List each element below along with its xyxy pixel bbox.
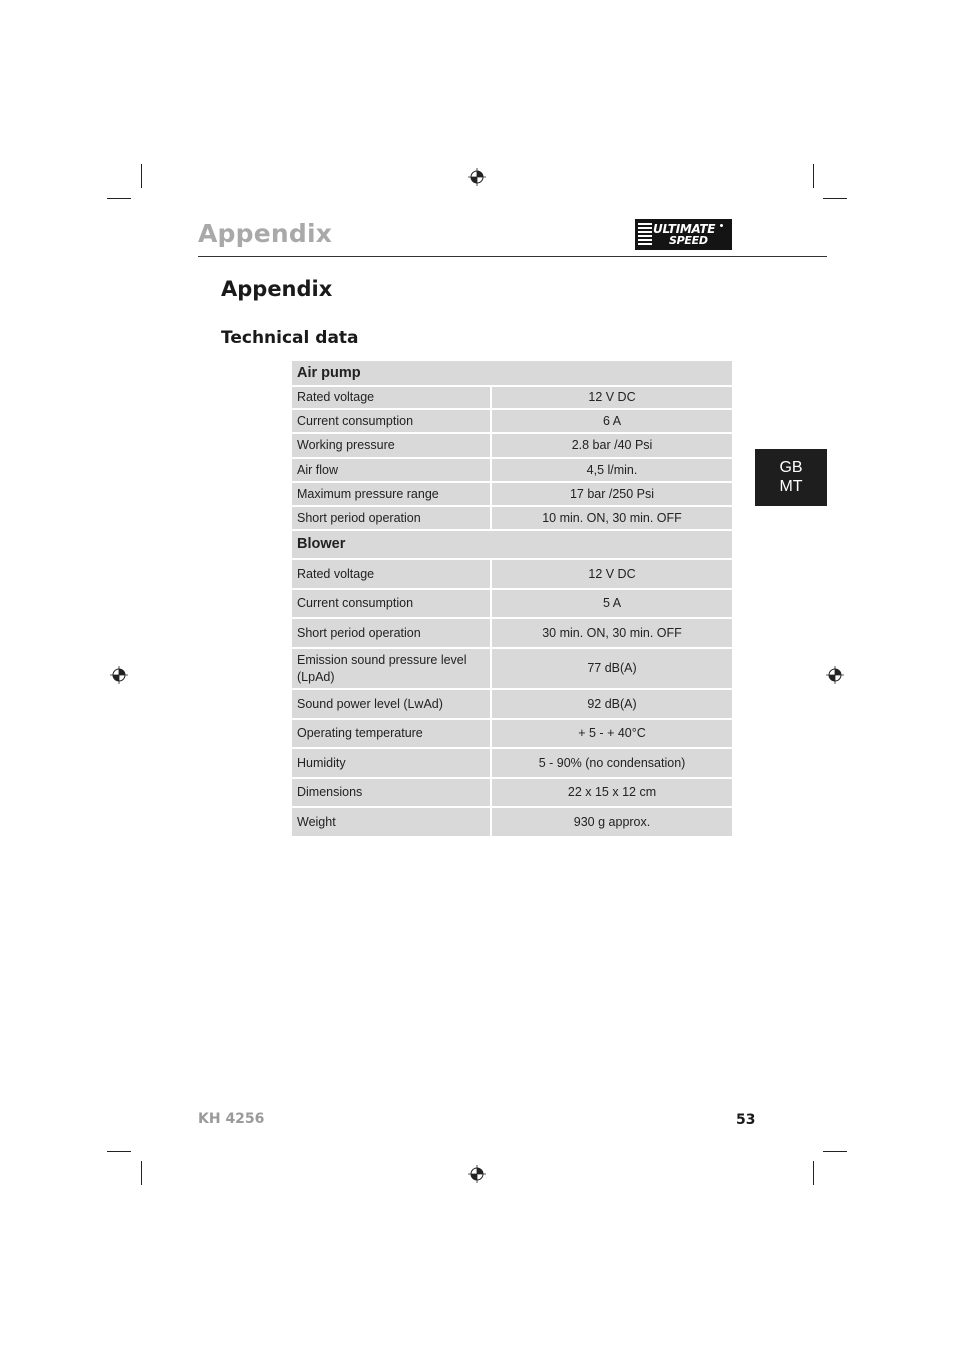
group-heading-air-pump: Air pump bbox=[291, 360, 733, 386]
spec-value: 5 A bbox=[491, 589, 733, 618]
spec-value: 6 A bbox=[491, 409, 733, 433]
crop-mark bbox=[823, 1151, 847, 1152]
language-code-mt: MT bbox=[779, 478, 803, 495]
spec-value: 92 dB(A) bbox=[491, 689, 733, 719]
spec-label: Weight bbox=[291, 807, 491, 837]
table-row bbox=[291, 433, 733, 458]
running-header-title: Appendix bbox=[198, 219, 333, 248]
logo-text-line1: ULTIMATE bbox=[653, 222, 716, 236]
spec-value: 2.8 bar /40 Psi bbox=[491, 433, 733, 458]
table-row bbox=[291, 559, 733, 589]
crop-mark bbox=[107, 1151, 131, 1152]
page-title: Appendix bbox=[221, 277, 333, 301]
logo-dot bbox=[720, 224, 723, 227]
table-row bbox=[291, 807, 733, 837]
language-code-gb: GB bbox=[779, 459, 803, 476]
header-divider bbox=[198, 256, 827, 257]
logo-stripes bbox=[638, 223, 652, 246]
registration-mark-icon bbox=[468, 1165, 486, 1183]
table-row bbox=[291, 589, 733, 618]
spec-label: Rated voltage bbox=[291, 386, 491, 409]
spec-value: 17 bar /250 Psi bbox=[491, 482, 733, 506]
crop-mark bbox=[813, 1161, 814, 1185]
technical-data-table bbox=[290, 359, 734, 838]
table-group-header bbox=[291, 360, 733, 386]
table-row bbox=[291, 618, 733, 648]
table-row bbox=[291, 482, 733, 506]
table-row bbox=[291, 458, 733, 482]
spec-label: Operating temperature bbox=[291, 719, 491, 748]
spec-label: Maximum pressure range bbox=[291, 482, 491, 506]
spec-value: 930 g approx. bbox=[491, 807, 733, 837]
group-heading-blower: Blower bbox=[291, 530, 733, 559]
spec-value: 12 V DC bbox=[491, 559, 733, 589]
spec-value: 12 V DC bbox=[491, 386, 733, 409]
table-row bbox=[291, 386, 733, 409]
spec-value: 22 x 15 x 12 cm bbox=[491, 778, 733, 807]
table-row bbox=[291, 648, 733, 689]
spec-label: Short period operation bbox=[291, 618, 491, 648]
table-row bbox=[291, 719, 733, 748]
crop-mark bbox=[141, 164, 142, 188]
table-row bbox=[291, 778, 733, 807]
spec-label: Current consumption bbox=[291, 589, 491, 618]
spec-label: Rated voltage bbox=[291, 559, 491, 589]
spec-label: Sound power level (LwAd) bbox=[291, 689, 491, 719]
registration-mark-icon bbox=[468, 168, 486, 186]
crop-mark bbox=[107, 198, 131, 199]
spec-label: Working pressure bbox=[291, 433, 491, 458]
table-row bbox=[291, 409, 733, 433]
spec-value: 77 dB(A) bbox=[491, 648, 733, 689]
section-title: Technical data bbox=[221, 328, 359, 348]
spec-label: Short period operation bbox=[291, 506, 491, 530]
spec-value: 30 min. ON, 30 min. OFF bbox=[491, 618, 733, 648]
spec-label: Air flow bbox=[291, 458, 491, 482]
spec-value: + 5 - + 40°C bbox=[491, 719, 733, 748]
brand-logo bbox=[635, 219, 732, 250]
crop-mark bbox=[813, 164, 814, 188]
footer-model-number: KH 4256 bbox=[198, 1111, 265, 1127]
table-row bbox=[291, 506, 733, 530]
crop-mark bbox=[141, 1161, 142, 1185]
page-number: 53 bbox=[736, 1112, 756, 1128]
spec-label: Dimensions bbox=[291, 778, 491, 807]
logo-text-line2: SPEED bbox=[669, 234, 708, 247]
spec-label: Current consumption bbox=[291, 409, 491, 433]
registration-mark-icon bbox=[826, 666, 844, 684]
table-group-header bbox=[291, 530, 733, 559]
language-tab bbox=[755, 449, 827, 506]
spec-value: 4,5 l/min. bbox=[491, 458, 733, 482]
spec-label: Emission sound pressure level (LpAd) bbox=[291, 648, 491, 689]
crop-mark bbox=[823, 198, 847, 199]
spec-value: 5 - 90% (no condensation) bbox=[491, 748, 733, 778]
spec-value: 10 min. ON, 30 min. OFF bbox=[491, 506, 733, 530]
registration-mark-icon bbox=[110, 666, 128, 684]
spec-label: Humidity bbox=[291, 748, 491, 778]
table-row bbox=[291, 689, 733, 719]
table-row bbox=[291, 748, 733, 778]
